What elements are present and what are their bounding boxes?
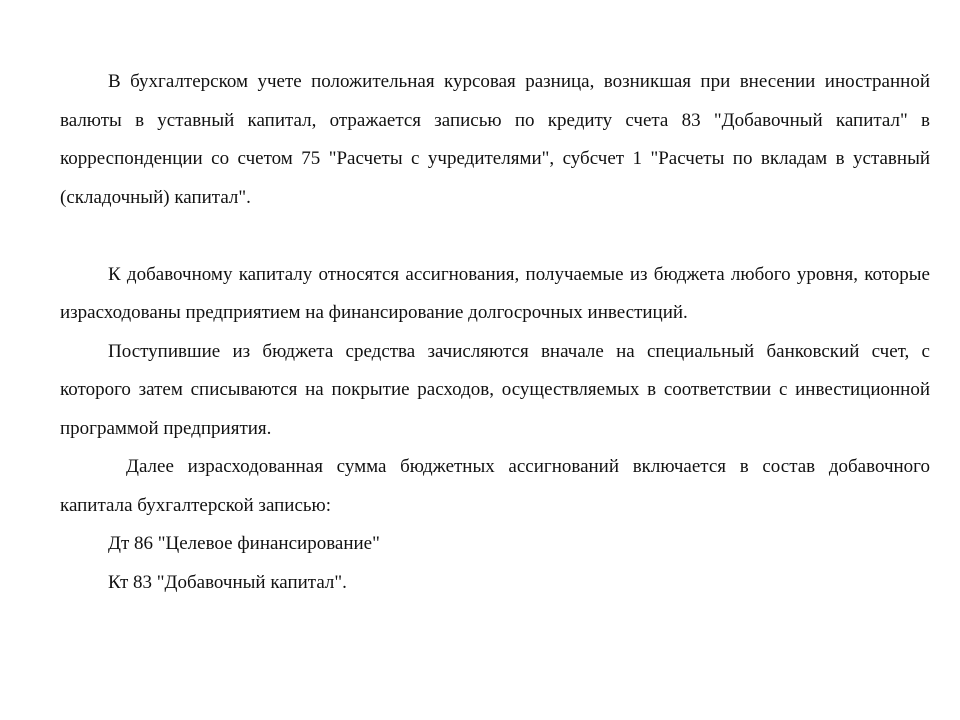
debit-entry: Дт 86 "Целевое финансирование" — [108, 533, 380, 554]
credit-entry: Кт 83 "Добавочный капитал". — [108, 571, 347, 593]
document-body — [60, 63, 930, 602]
paragraph-currency-difference: В бухгалтерском учете положительная курсовая разница, возникшая при внесении иностранной валюты в уставный капитал, отражается записью по кредиту счета 83 "Добавочный капитал" в корреспонденции со счетом 75 "Расчеты с учредителями", субсчет 1 "Расчеты по вкладам в уставный (складочный) капитал". — [60, 71, 930, 208]
paragraph-bank-account: Поступившие из бюджета средства зачисляются вначале на специальный банковский счет, с которого затем списываются на покрытие расходов, осуществляемых в соответствии с инвестиционной программой предприятия. — [60, 340, 930, 439]
paragraph-budget-appropriations: К добавочному капиталу относятся ассигнования, получаемые из бюджета любого уровня, которые израсходованы предприятием на финансирование долгосрочных инвестиций. — [60, 263, 930, 323]
paragraph-accounting-entry-intro: Далее израсходованная сумма бюджетных ассигнований включается в состав добавочного капитала бухгалтерской записью: — [60, 456, 930, 516]
